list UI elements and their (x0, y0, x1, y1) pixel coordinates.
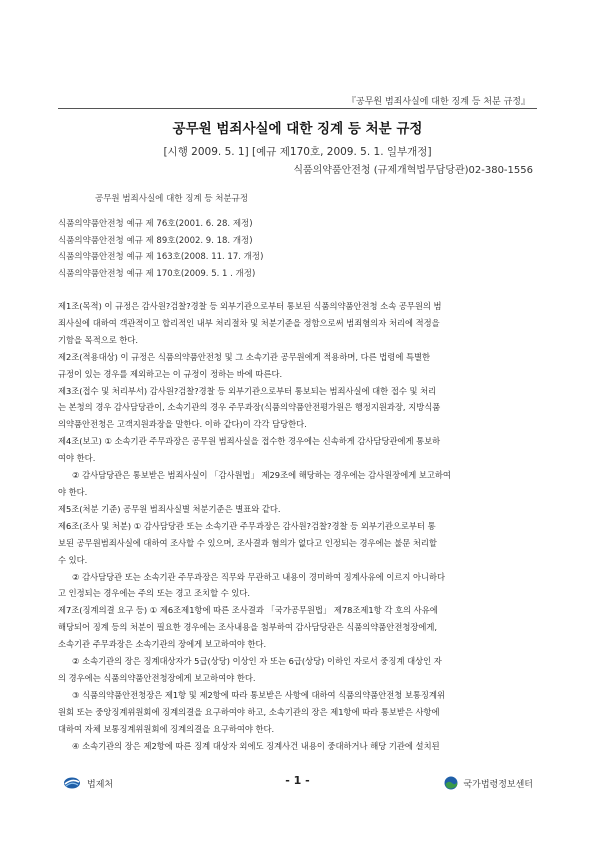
history-line: 식품의약품안전청 예규 제 170호(2009. 5. 1 . 개정) (58, 268, 256, 279)
body-line: ② 감사담당관 또는 소속기관 주무과장은 직무와 무관하고 내용이 경미하여 징계사유에 이르지 아니하다 (72, 571, 446, 582)
body-line: 수 있다. (58, 554, 88, 565)
body-line: 보된 공무원범죄사실에 대하여 조사할 수 있으며, 조사결과 혐의가 없다고 인정되는 경우에는 불문 처리할 (58, 537, 437, 548)
running-header: 『공무원 범죄사실에 대한 징계 등 처분 규정』 (347, 97, 530, 107)
footer-right (444, 776, 533, 790)
document-contact: 식품의약품안전청 (규제개혁법무담당관)02-380-1556 (293, 165, 533, 176)
body-line: 제3조(접수 및 처리부서) 감사원?검찰?경찰 등 외부기관으로부터 통보되는 범죄사실에 대한 접수 및 처리 (58, 385, 437, 396)
page-footer (0, 770, 595, 800)
body-line: 는 본청의 경우 감사담당관이, 소속기관의 경우 주무과장(식품의약품안전평가원은 행정지원과장, 지방식품 (58, 402, 441, 413)
history-line: 식품의약품안전청 예규 제 89호(2002. 9. 18. 개정) (58, 235, 253, 246)
body-line: ② 소속기관의 장은 징계대상자가 5급(상당) 이상인 자 또는 6급(상당) 이하인 자로서 중징계 대상인 자 (72, 656, 442, 667)
body-line: 원회 또는 중앙징계위원회에 징계의결을 요구하여야 하고, 소속기관의 장은 제1항에 따라 통보받은 사항에 (58, 706, 440, 717)
amendment-history (58, 216, 263, 282)
body-line: ③ 식품의약품안전청장은 제1항 및 제2항에 따라 통보받은 사항에 대하여 식품의약품안전청 보통징계위 (72, 689, 445, 700)
body-line: 제1조(목적) 이 규정은 감사원?검찰?경찰 등 외부기관으로부터 통보된 식품의약품안전청 소속 공무원의 범 (58, 301, 442, 311)
footer-right-label: 국가법령정보센터 (463, 779, 533, 790)
body-line: 규정이 있는 경우를 제외하고는 이 규정이 정하는 바에 따른다. (58, 368, 283, 379)
document-subtitle: 공무원 범죄사실에 대한 징계 등 처분규정 (95, 194, 249, 204)
body-line: 제6조(조사 및 처분) ① 감사담당관 또는 소속기관 주무과장은 감사원?검찰?경찰 등 외부기관으로부터 통 (58, 520, 436, 531)
body-line: 고 인정되는 경우에는 주의 또는 경고 조치할 수 있다. (58, 588, 251, 599)
body-line: ④ 소속기관의 장은 제2항에 따른 징계 대상자 외에도 징계사건 내용이 중대하거나 해당 기관에 설치된 (72, 740, 440, 751)
body-line: 소속기관 주무과장은 소속기관의 장에게 보고하여야 한다. (58, 639, 267, 650)
body-line: 의 경우에는 식품의약품안전청장에게 보고하여야 한다. (58, 672, 256, 683)
document-meta: [시행 2009. 5. 1] [예규 제170호, 2009. 5. 1. 일부개정] (163, 146, 432, 158)
body-line: 제7조(징계의결 요구 등) ① 제6조제1항에 따른 조사결과 「국가공무원법」 제78조제1항 각 호의 사유에 (58, 605, 438, 616)
body-line: 제4조(보고) ① 소속기관 주무과장은 공무원 범죄사실을 접수한 경우에는 신속하게 감사담당관에게 통보하 (58, 436, 441, 447)
page-number: - 1 - (285, 774, 310, 787)
body-line: 기함을 목적으로 한다. (58, 334, 139, 345)
law-center-logo-icon (444, 776, 458, 790)
footer-left-label: 법제처 (87, 779, 114, 790)
history-line: 식품의약품안전청 예규 제 76호(2001. 6. 28. 제정) (58, 219, 253, 229)
regulation-body (58, 298, 536, 754)
body-line: 대하여 자체 보통징계위원회에 징계의결을 요구하여야 한다. (58, 723, 275, 734)
body-line: 여야 한다. (58, 453, 96, 464)
body-line: 해당되어 징계 등의 처분이 필요한 경우에는 조사내용을 첨부하여 감사담당관은 식품의약품안전청장에게, (58, 622, 438, 633)
document-title: 공무원 범죄사실에 대한 징계 등 처분 규정 (172, 121, 423, 137)
body-line: 의약품안전청은 고객지원과장을 말한다. 이하 같다)이 각각 담당한다. (58, 419, 307, 430)
body-line: 야 한다. (58, 486, 88, 497)
header-divider (58, 108, 537, 109)
body-line: 제2조(적용대상) 이 규정은 식품의약품안전청 및 그 소속기관 공무원에게 적용하며, 다른 법령에 특별한 (58, 351, 431, 362)
history-line: 식품의약품안전청 예규 제 163호(2008. 11. 17. 개정) (58, 252, 264, 262)
body-line: 죄사실에 대하여 객관적이고 합리적인 내부 처리절차 및 처분기준을 정함으로써 범죄혐의자 처리에 적정을 (58, 317, 440, 328)
body-line: 제5조(처분 기준) 공무원 범죄사실별 처분기준은 별표와 같다. (58, 503, 281, 514)
body-line: ② 감사담당관은 통보받은 범죄사실이 「감사원법」 제29조에 해당하는 경우에는 감사원장에게 보고하여 (72, 470, 451, 481)
